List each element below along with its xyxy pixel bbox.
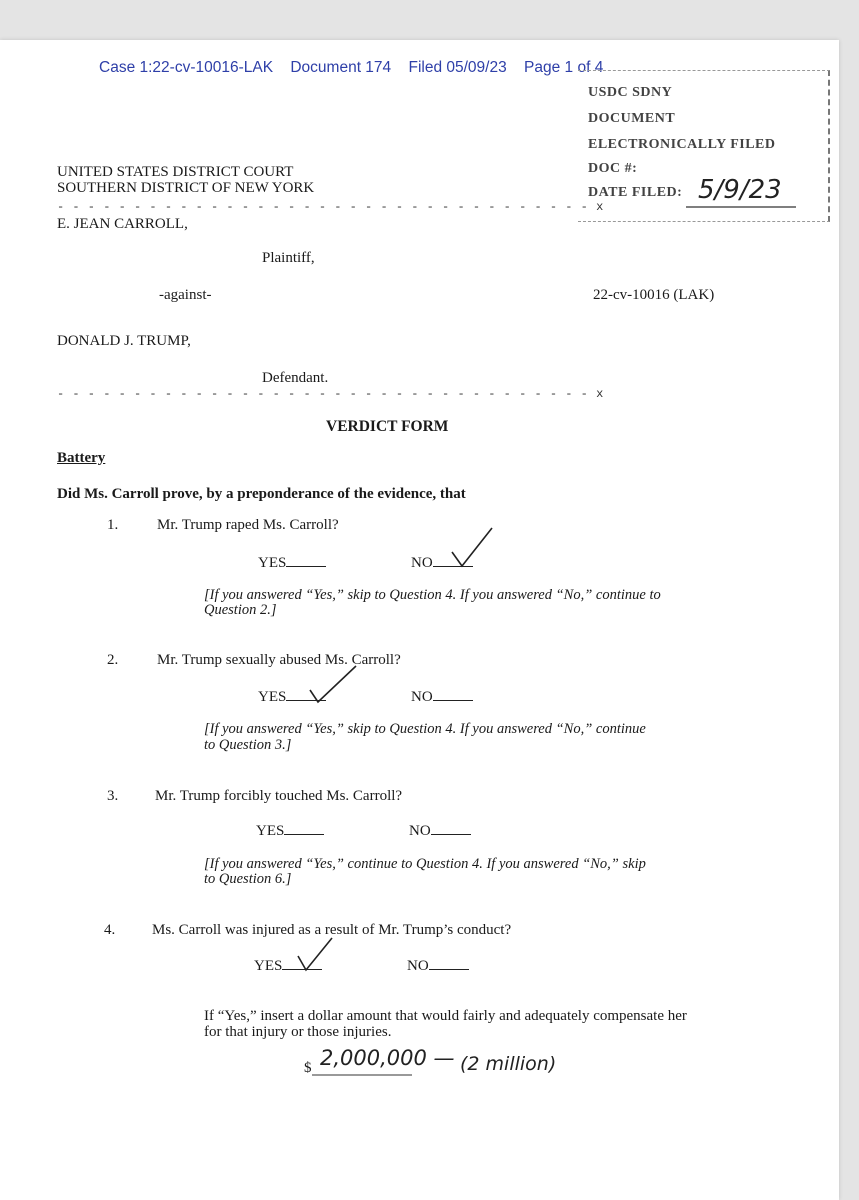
amount-underline bbox=[312, 1072, 412, 1078]
no-label: NO bbox=[411, 689, 433, 705]
plaintiff-label: Plaintiff, bbox=[262, 250, 315, 266]
defendant-name: DONALD J. TRUMP, bbox=[57, 333, 191, 349]
question-1-instruction-line1: [If you answered “Yes,” skip to Question 4. If you answered “No,” continue to bbox=[204, 587, 661, 603]
stamp-line-1: USDC SDNY bbox=[588, 85, 673, 100]
question-3-text: Mr. Trump forcibly touched Ms. Carroll? bbox=[155, 788, 403, 804]
stamp-date-underline bbox=[686, 204, 796, 210]
amount-handwritten: 2,000,000 — bbox=[320, 1046, 455, 1070]
question-4-number: 4. bbox=[104, 922, 116, 938]
stamp-line-4: DOC #: bbox=[588, 161, 638, 176]
against-label: -against- bbox=[159, 287, 212, 303]
question-1-number: 1. bbox=[107, 517, 119, 533]
question-1-instruction-line2: Question 2.] bbox=[204, 602, 277, 618]
stamp-line-5: DATE FILED: bbox=[588, 185, 683, 200]
question-2-instruction-line2: to Question 3.] bbox=[204, 737, 292, 753]
case-docket-number: 22-cv-10016 (LAK) bbox=[593, 287, 715, 303]
no-label: NO bbox=[407, 958, 429, 974]
question-4-no-blank[interactable] bbox=[429, 955, 469, 970]
court-name-line1: UNITED STATES DISTRICT COURT bbox=[57, 164, 294, 180]
question-3-instruction-line2: to Question 6.] bbox=[204, 871, 292, 887]
yes-label: YES bbox=[258, 689, 287, 705]
filed-stamp bbox=[578, 70, 830, 222]
question-1-text: Mr. Trump raped Ms. Carroll? bbox=[157, 517, 339, 533]
court-name-line2: SOUTHERN DISTRICT OF NEW YORK bbox=[57, 180, 315, 196]
question-4-instruction-line1: If “Yes,” insert a dollar amount that would fairly and adequately compensate her bbox=[204, 1008, 687, 1024]
question-2-text: Mr. Trump sexually abused Ms. Carroll? bbox=[157, 652, 401, 668]
question-2-instruction-line1: [If you answered “Yes,” skip to Question 4. If you answered “No,” continue bbox=[204, 721, 646, 737]
defendant-label: Defendant. bbox=[262, 370, 329, 386]
amount-dollar-sign: $ bbox=[304, 1060, 312, 1076]
no-label: NO bbox=[409, 823, 431, 839]
ecf-header bbox=[99, 59, 616, 77]
filed-date: Filed 05/09/23 bbox=[408, 59, 507, 76]
no-label: NO bbox=[411, 555, 433, 571]
question-intro: Did Ms. Carroll prove, by a preponderance of the evidence, that bbox=[57, 486, 466, 502]
stamp-line-2: DOCUMENT bbox=[588, 111, 676, 126]
question-1-yes-blank[interactable] bbox=[286, 552, 326, 567]
question-2-yes-checkmark bbox=[300, 664, 360, 706]
question-3-no-blank[interactable] bbox=[431, 820, 471, 835]
form-title: VERDICT FORM bbox=[326, 418, 449, 435]
question-4-yes-checkmark bbox=[290, 936, 336, 976]
case-number: Case 1:22-cv-10016-LAK bbox=[99, 59, 274, 76]
question-3-no bbox=[409, 820, 471, 840]
question-2-no bbox=[411, 686, 473, 706]
question-4-instruction-line2: for that injury or those injuries. bbox=[204, 1024, 392, 1040]
section-heading: Battery bbox=[57, 450, 106, 466]
question-2-number: 2. bbox=[107, 652, 119, 668]
caption-dash-line-bottom: - - - - - - - - - - - - - - - - - - - - - - - - - - - - - - - - - - - x bbox=[57, 387, 604, 401]
yes-label: YES bbox=[258, 555, 287, 571]
question-2-no-blank[interactable] bbox=[433, 686, 473, 701]
question-3-yes-blank[interactable] bbox=[284, 820, 324, 835]
question-3-number: 3. bbox=[107, 788, 119, 804]
yes-label: YES bbox=[254, 958, 283, 974]
stamp-line-3: ELECTRONICALLY FILED bbox=[588, 137, 776, 152]
plaintiff-name: E. JEAN CARROLL, bbox=[57, 216, 188, 232]
question-4-no bbox=[407, 955, 469, 975]
question-4-text: Ms. Carroll was injured as a result of Mr. Trump’s conduct? bbox=[152, 922, 512, 938]
amount-note-handwritten: (2 million) bbox=[460, 1053, 557, 1075]
document-number: Document 174 bbox=[290, 59, 392, 76]
document-page bbox=[0, 40, 839, 1200]
stamp-date-handwritten: 5/9/23 bbox=[698, 175, 782, 205]
question-3-yes bbox=[256, 820, 324, 840]
question-3-instruction-line1: [If you answered “Yes,” continue to Question 4. If you answered “No,” skip bbox=[204, 856, 646, 872]
yes-label: YES bbox=[256, 823, 285, 839]
question-1-no-checkmark bbox=[448, 524, 496, 570]
question-1-yes bbox=[258, 552, 326, 572]
page-indicator: Page 1 of 4 bbox=[524, 59, 604, 76]
caption-dash-line-top: - - - - - - - - - - - - - - - - - - - - - - - - - - - - - - - - - - - x bbox=[57, 200, 604, 214]
